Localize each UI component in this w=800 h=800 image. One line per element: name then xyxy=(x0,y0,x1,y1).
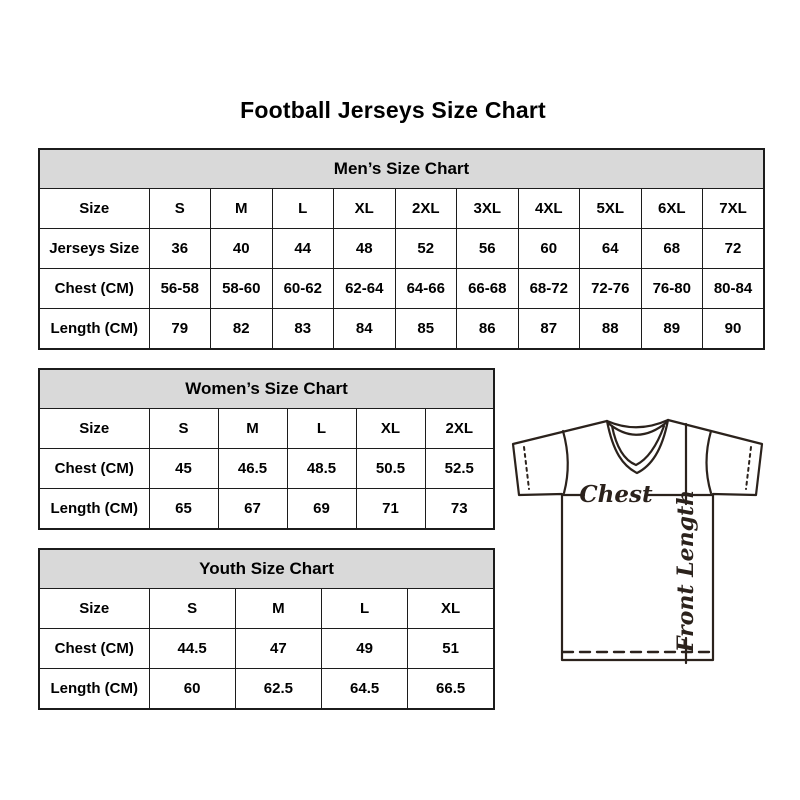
table-title: Women’s Size Chart xyxy=(39,369,494,409)
table-cell: 71 xyxy=(356,489,425,530)
row-label: Length (CM) xyxy=(39,489,149,530)
table-cell: 62.5 xyxy=(235,669,321,710)
table-row xyxy=(39,489,494,530)
table-cell: 47 xyxy=(235,629,321,669)
table-cell: 67 xyxy=(218,489,287,530)
table-cell: 68 xyxy=(641,229,703,269)
table-cell: 44.5 xyxy=(149,629,235,669)
table-cell: 72 xyxy=(703,229,765,269)
table-row xyxy=(39,409,494,449)
table-cell: 62-64 xyxy=(334,269,396,309)
table-row xyxy=(39,269,764,309)
table-cell: 90 xyxy=(703,309,765,350)
front-length-label: Front Length xyxy=(673,489,699,653)
left-cuff-dashed-line-icon xyxy=(524,447,529,489)
table-cell: 51 xyxy=(408,629,494,669)
size-table-grid xyxy=(38,548,495,710)
table-cell: S xyxy=(149,589,235,629)
table-cell: 66-68 xyxy=(457,269,519,309)
table-cell: M xyxy=(235,589,321,629)
table-cell: 83 xyxy=(272,309,334,350)
table-cell: 56-58 xyxy=(149,269,211,309)
table-title: Youth Size Chart xyxy=(39,549,494,589)
table-cell: 60 xyxy=(518,229,580,269)
table-cell: L xyxy=(322,589,408,629)
table-cell: 79 xyxy=(149,309,211,350)
table-title: Men’s Size Chart xyxy=(39,149,764,189)
row-label: Size xyxy=(39,189,149,229)
table-cell: 52.5 xyxy=(425,449,494,489)
table-cell: M xyxy=(218,409,287,449)
table-cell: 89 xyxy=(641,309,703,350)
table-cell: 50.5 xyxy=(356,449,425,489)
table-cell: 48 xyxy=(334,229,396,269)
jersey-measurement-diagram xyxy=(505,400,771,668)
table-cell: 60-62 xyxy=(272,269,334,309)
youth-size-table xyxy=(38,548,495,710)
table-cell: 66.5 xyxy=(408,669,494,710)
table-cell: L xyxy=(287,409,356,449)
table-cell: 68-72 xyxy=(518,269,580,309)
table-cell: S xyxy=(149,409,218,449)
jersey-outline-icon xyxy=(513,420,762,660)
table-row xyxy=(39,669,494,710)
table-cell: 48.5 xyxy=(287,449,356,489)
collar-back-arc-icon xyxy=(607,420,668,427)
table-cell: 40 xyxy=(211,229,273,269)
row-label: Chest (CM) xyxy=(39,449,149,489)
table-row xyxy=(39,589,494,629)
table-cell: S xyxy=(149,189,211,229)
table-cell: 69 xyxy=(287,489,356,530)
table-cell: 84 xyxy=(334,309,396,350)
row-label: Chest (CM) xyxy=(39,269,149,309)
table-cell: M xyxy=(211,189,273,229)
table-cell: 88 xyxy=(580,309,642,350)
table-cell: 85 xyxy=(395,309,457,350)
size-table-grid xyxy=(38,148,765,350)
table-cell: 46.5 xyxy=(218,449,287,489)
table-cell: XL xyxy=(408,589,494,629)
table-cell: 86 xyxy=(457,309,519,350)
left-sleeve-seam-icon xyxy=(563,431,568,493)
table-row xyxy=(39,309,764,350)
table-cell: L xyxy=(272,189,334,229)
table-cell: 36 xyxy=(149,229,211,269)
table-cell: 6XL xyxy=(641,189,703,229)
table-cell: 76-80 xyxy=(641,269,703,309)
table-cell: 7XL xyxy=(703,189,765,229)
table-row xyxy=(39,629,494,669)
table-cell: 2XL xyxy=(425,409,494,449)
chest-label: Chest xyxy=(579,481,653,508)
table-cell: 52 xyxy=(395,229,457,269)
table-row xyxy=(39,189,764,229)
size-table-grid xyxy=(38,368,495,530)
table-cell: 87 xyxy=(518,309,580,350)
page-title: Football Jerseys Size Chart xyxy=(240,97,546,123)
row-label: Size xyxy=(39,589,149,629)
table-cell: XL xyxy=(356,409,425,449)
table-cell: 3XL xyxy=(457,189,519,229)
womens-size-table xyxy=(38,368,495,530)
right-sleeve-seam-icon xyxy=(707,431,712,493)
table-cell: 49 xyxy=(322,629,408,669)
table-cell: 45 xyxy=(149,449,218,489)
mens-size-table xyxy=(38,148,765,350)
right-cuff-dashed-line-icon xyxy=(746,447,751,489)
table-cell: 2XL xyxy=(395,189,457,229)
table-cell: 64 xyxy=(580,229,642,269)
row-label: Size xyxy=(39,409,149,449)
table-cell: 64.5 xyxy=(322,669,408,710)
table-cell: 60 xyxy=(149,669,235,710)
row-label: Jerseys Size xyxy=(39,229,149,269)
table-cell: 80-84 xyxy=(703,269,765,309)
table-cell: 72-76 xyxy=(580,269,642,309)
table-cell: 5XL xyxy=(580,189,642,229)
table-cell: 4XL xyxy=(518,189,580,229)
table-cell: 65 xyxy=(149,489,218,530)
table-cell: 58-60 xyxy=(211,269,273,309)
row-label: Chest (CM) xyxy=(39,629,149,669)
row-label: Length (CM) xyxy=(39,669,149,710)
row-label: Length (CM) xyxy=(39,309,149,350)
table-cell: 73 xyxy=(425,489,494,530)
table-row xyxy=(39,229,764,269)
table-cell: 56 xyxy=(457,229,519,269)
table-cell: 44 xyxy=(272,229,334,269)
table-cell: 64-66 xyxy=(395,269,457,309)
table-row xyxy=(39,449,494,489)
table-cell: 82 xyxy=(211,309,273,350)
table-cell: XL xyxy=(334,189,396,229)
